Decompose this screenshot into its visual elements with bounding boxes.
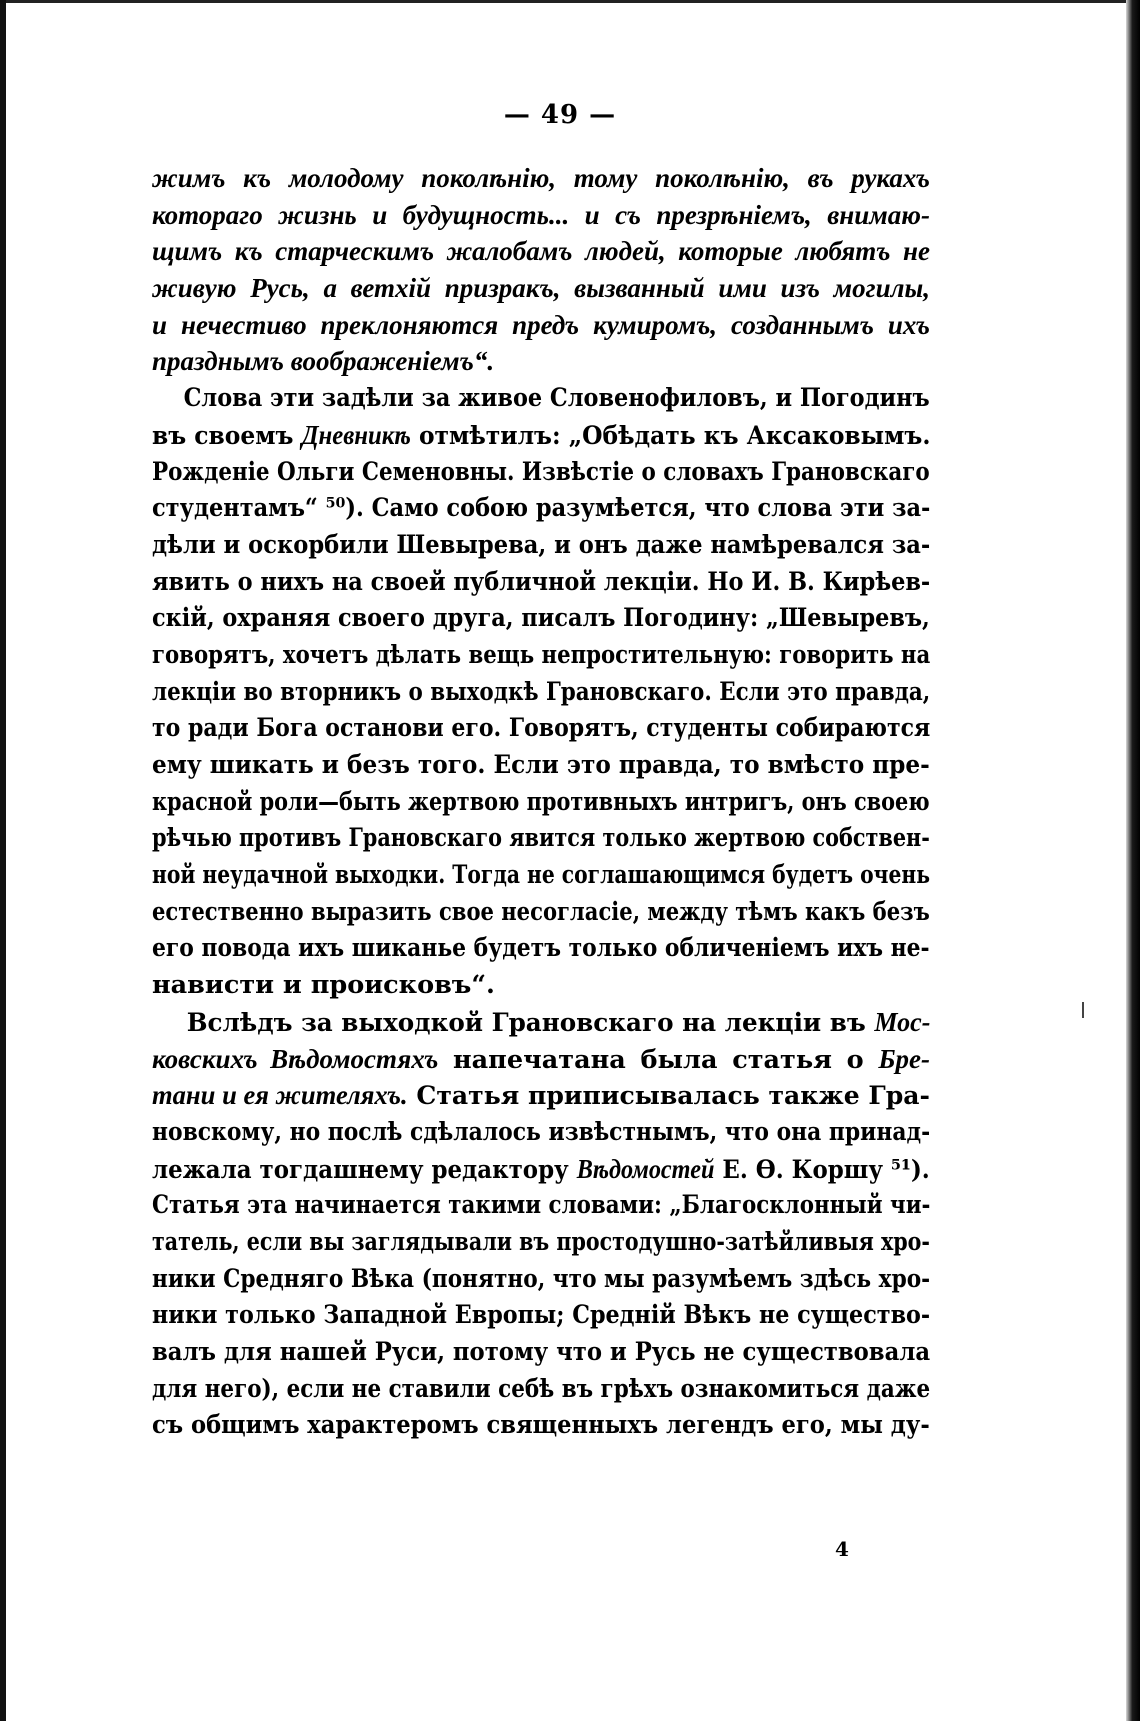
text-line: ной неудачной выходки. Тогда не соглашающимся будетъ очень — [152, 860, 930, 891]
text-line: ники Средняго Вѣка (понятно, что мы разумѣемъ здѣсь хро- — [152, 1263, 931, 1294]
text-line: скій, охраняя своего друга, писалъ Погодину: „Шевыревъ, — [152, 603, 930, 634]
text-line: естественно выразить свое несогласіе, между тѣмъ какъ безъ — [152, 896, 930, 927]
scan-edge-top — [0, 0, 1140, 3]
text-line: татель, если вы заглядывали въ простодушно-затѣйливыя хро- — [152, 1226, 930, 1257]
text-line: лежала тогдашнему редактору Вѣдомостей Е. Ѳ. Коршу ⁵¹). — [152, 1153, 930, 1185]
text-line: Вслѣдъ за выходкой Грановскаго на лекціи въ Мос- — [186, 1006, 931, 1038]
text-line: нависти и происковъ“. — [152, 970, 495, 1001]
text-line: празднымъ воображеніемъ“. — [152, 346, 495, 377]
scan-edge-right — [1126, 0, 1140, 1721]
text-line: живую Русь, а ветхій призракъ, вызванный ими изъ могилы, — [152, 273, 930, 304]
text-line: жимъ къ молодому поколѣнію, тому поколѣнію, въ рукахъ — [152, 163, 930, 193]
page-number: — 49 — — [503, 100, 617, 130]
text-line: явить о нихъ на своей публичной лекціи. Но И. В. Кирѣев- — [152, 566, 931, 597]
text-line: для него), если не ставили себѣ въ грѣхъ ознакомиться даже — [152, 1373, 931, 1404]
text-line: валъ для нашей Руси, потому что и Русь не существовала — [152, 1337, 931, 1367]
text-line: говорятъ, хочетъ дѣлать вещь непростительную: говорить на — [152, 639, 931, 670]
text-line: въ своемъ Дневникѣ отмѣтилъ: „Обѣдать къ Аксаковымъ. — [152, 419, 931, 451]
text-line: тани и ея жителяхъ. Статья приписывалась также Гра- — [152, 1080, 930, 1112]
text-line: ему шикать и безъ того. Если это правда, то вмѣсто пре- — [152, 750, 930, 780]
text-line: красной роли—быть жертвою противныхъ интригъ, онъ своею — [152, 786, 930, 817]
signature-mark: 4 — [835, 1537, 849, 1561]
body-text — [152, 160, 930, 1444]
scan-edge-left — [0, 0, 6, 1721]
text-line: и нечестиво преклоняются предъ кумиромъ, созданнымъ ихъ — [152, 309, 930, 340]
text-line: его повода ихъ шиканье будетъ только обличеніемъ ихъ не- — [152, 933, 930, 964]
text-line: рѣчью противъ Грановскаго явится только жертвою собствен- — [152, 823, 930, 854]
text-line: Рожденіе Ольги Семеновны. Извѣстіе о словахъ Грановскаго — [152, 456, 930, 487]
text-line: котораго жизнь и будущность... и съ презрѣніемъ, внимаю- — [152, 199, 930, 230]
text-line: новскому, но послѣ сдѣлалось извѣстнымъ, что она принад- — [152, 1116, 931, 1147]
text-line: дѣли и оскорбили Шевырева, и онъ даже намѣревался за- — [152, 529, 931, 560]
text-line: лекціи во вторникъ о выходкѣ Грановскаго. Если это правда, — [152, 676, 931, 707]
text-line: Статья эта начинается такими словами: „Благосклонный чи- — [152, 1190, 931, 1221]
text-line: ники только Западной Европы; Средній Вѣкъ не существо- — [152, 1300, 931, 1331]
text-line: ковскихъ Вѣдомостяхъ напечатана была статья о Бре- — [152, 1043, 930, 1075]
text-line: студентамъ“ ⁵⁰). Само собою разумѣется, что слова эти за- — [152, 493, 931, 524]
scan-speck — [1082, 1002, 1084, 1018]
text-line: щимъ къ старческимъ жалобамъ людей, которые любятъ не — [152, 236, 930, 267]
text-line: съ общимъ характеромъ священныхъ легендъ его, мы ду- — [152, 1410, 930, 1441]
text-line: Слова эти задѣли за живое Словенофиловъ, и Погодинъ — [183, 383, 930, 414]
text-line: то ради Бога останови его. Говорятъ, студенты собираются — [152, 713, 931, 744]
